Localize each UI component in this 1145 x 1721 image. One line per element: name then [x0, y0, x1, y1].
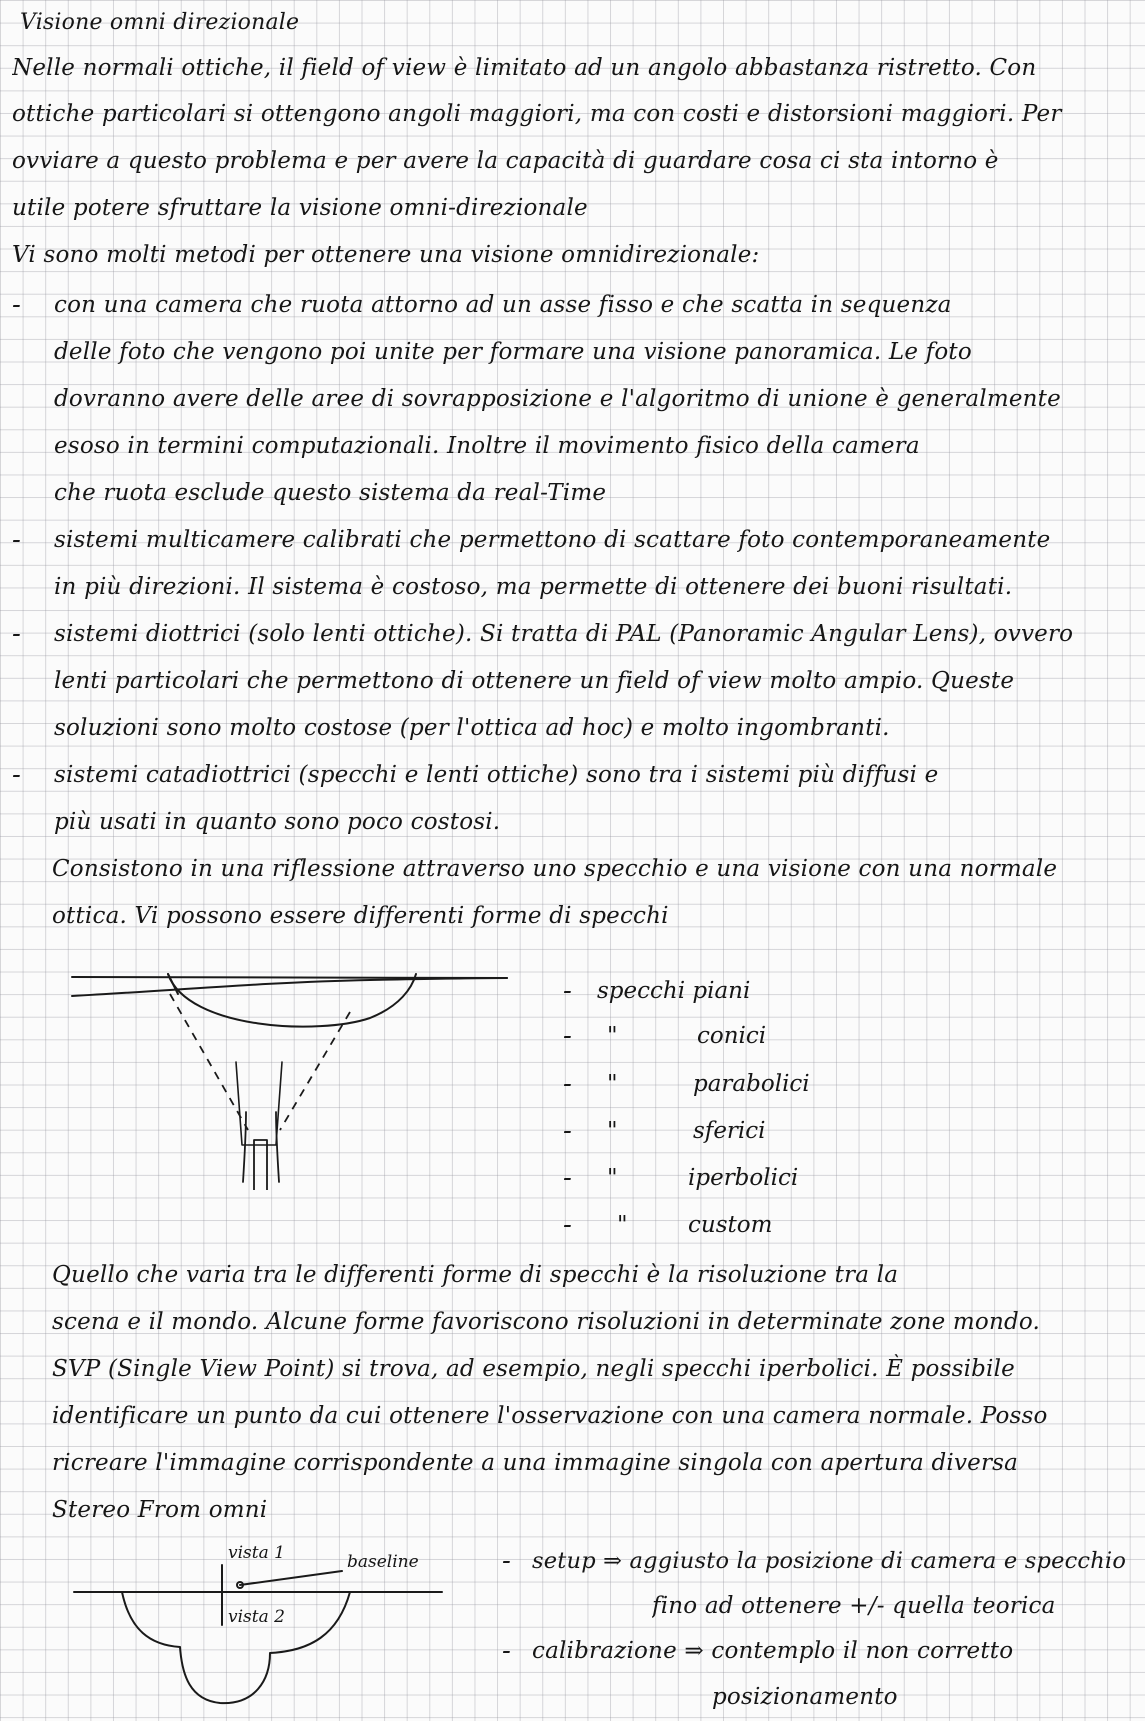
- stereo-note-2-dash: -: [502, 1636, 511, 1666]
- stereo-note-2-line-1: calibrazione ⇒ contemplo il non corretto: [532, 1638, 1014, 1664]
- bullet-4-line-1: sistemi catadiottrici (specchi e lenti ottiche) sono tra i sistemi più diffusi e: [54, 762, 939, 788]
- bullet-2-line-2: in più direzioni. Il sistema è costoso, ma permette di ottenere dei buoni risultati.: [54, 574, 1013, 600]
- stereo-note-2-line-2: posizionamento: [712, 1684, 898, 1710]
- bullet-1-line-2: delle foto che vengono poi unite per formare una visione panoramica. Le foto: [54, 339, 972, 365]
- bullet-4-line-2: più usati in quanto sono poco costosi.: [54, 809, 501, 835]
- stereo-heading: Stereo From omni: [52, 1497, 268, 1523]
- mirror-type-4: sferici: [693, 1118, 766, 1144]
- paragraph1-line-2: ottiche particolari si ottengono angoli maggiori, ma con costi e distorsioni maggiori. Per: [12, 101, 1062, 127]
- baseline-pointer: [240, 1571, 342, 1585]
- mirror-list-dash-4: -: [563, 1116, 572, 1146]
- mirror-list-dash-3: -: [563, 1069, 572, 1099]
- bullet-3-dash: -: [12, 619, 21, 649]
- paragraph3-line-3: SVP (Single View Point) si trova, ad esempio, negli specchi iperbolici. È possibile: [52, 1356, 1015, 1382]
- page-title: Visione omni direzionale: [20, 10, 300, 35]
- stereo-label-baseline: baseline: [347, 1552, 419, 1572]
- stereo-note-1-line-1: setup ⇒ aggiusto la posizione di camera e specchio: [532, 1548, 1127, 1574]
- stereo-label-vista-1: vista 1: [228, 1543, 285, 1563]
- mirror-type-6: custom: [688, 1212, 773, 1238]
- paragraph2-line-2: ottica. Vi possono essere differenti forme di specchi: [52, 903, 669, 929]
- bullet-1-line-4: esoso in termini computazionali. Inoltre il movimento fisico della camera: [54, 433, 920, 459]
- paragraph3-line-5: ricreare l'immagine corrispondente a una immagine singola con apertura diversa: [52, 1450, 1019, 1476]
- bullet-1-line-3: dovranno avere delle aree di sovrapposizione e l'algoritmo di unione è generalmente: [54, 386, 1061, 412]
- mirror-list-ditto-3: ": [607, 1071, 618, 1097]
- paragraph1-line-1: Nelle normali ottiche, il field of view è limitato ad un angolo abbastanza ristretto. Con: [12, 55, 1037, 81]
- bullet-2-dash: -: [12, 525, 21, 555]
- stereo-label-vista-2: vista 2: [228, 1607, 285, 1627]
- mirror-list-ditto-5: ": [607, 1165, 618, 1191]
- paragraph3-line-2: scena e il mondo. Alcune forme favoriscono risoluzioni in determinate zone mondo.: [52, 1309, 1041, 1335]
- mirror-lower-edge: [72, 978, 507, 996]
- catadioptric-sketch: [70, 960, 520, 1190]
- bullet-3-line-3: soluzioni sono molto costose (per l'ottica ad hoc) e molto ingombranti.: [54, 715, 890, 741]
- methods-intro: Vi sono molti metodi per ottenere una visione omnidirezionale:: [12, 242, 760, 268]
- bullet-4-dash: -: [12, 760, 21, 790]
- paragraph3-line-1: Quello che varia tra le differenti forme di specchi è la risoluzione tra la: [52, 1262, 899, 1288]
- mirror-list-dash-1: -: [563, 976, 572, 1006]
- stereo-note-1-dash: -: [502, 1546, 511, 1576]
- paragraph2-line-1: Consistono in una riflessione attraverso uno specchio e una visione con una normale: [52, 856, 1058, 882]
- mirror-list-ditto-2: ": [607, 1023, 618, 1049]
- mirror-type-5: iperbolici: [688, 1165, 799, 1191]
- bullet-2-line-1: sistemi multicamere calibrati che permettono di scattare foto contemporaneamente: [54, 527, 1051, 553]
- mirror-list-ditto-6: ": [617, 1212, 628, 1238]
- bullet-1-dash: -: [12, 290, 21, 320]
- mirror-type-3: parabolici: [693, 1071, 810, 1097]
- paragraph1-line-3: ovviare a questo problema e per avere la capacità di guardare cosa ci sta intorno è: [12, 148, 999, 174]
- paragraph3-line-4: identificare un punto da cui ottenere l'osservazione con una camera normale. Posso: [52, 1403, 1048, 1429]
- mirror-type-1: specchi piani: [597, 978, 751, 1004]
- bullet-1-line-5: che ruota esclude questo sistema da real-Time: [54, 480, 607, 506]
- bullet-3-line-1: sistemi diottrici (solo lenti ottiche). Si tratta di PAL (Panoramic Angular Lens), ovvero: [54, 621, 1074, 647]
- mirror-type-2: conici: [697, 1023, 767, 1049]
- mirror-list-ditto-4: ": [607, 1118, 618, 1144]
- bullet-3-line-2: lenti particolari che permettono di ottenere un field of view molto ampio. Queste: [54, 668, 1015, 694]
- mirror-list-dash-5: -: [563, 1163, 572, 1193]
- mirror-list-dash-2: -: [563, 1021, 572, 1051]
- paragraph1-line-4: utile potere sfruttare la visione omni-direzionale: [12, 195, 588, 221]
- bullet-1-line-1: con una camera che ruota attorno ad un asse fisso e che scatta in sequenza: [54, 292, 952, 318]
- stereo-note-1-line-2: fino ad ottenere +/- quella teorica: [652, 1593, 1056, 1619]
- mirror-list-dash-6: -: [563, 1210, 572, 1240]
